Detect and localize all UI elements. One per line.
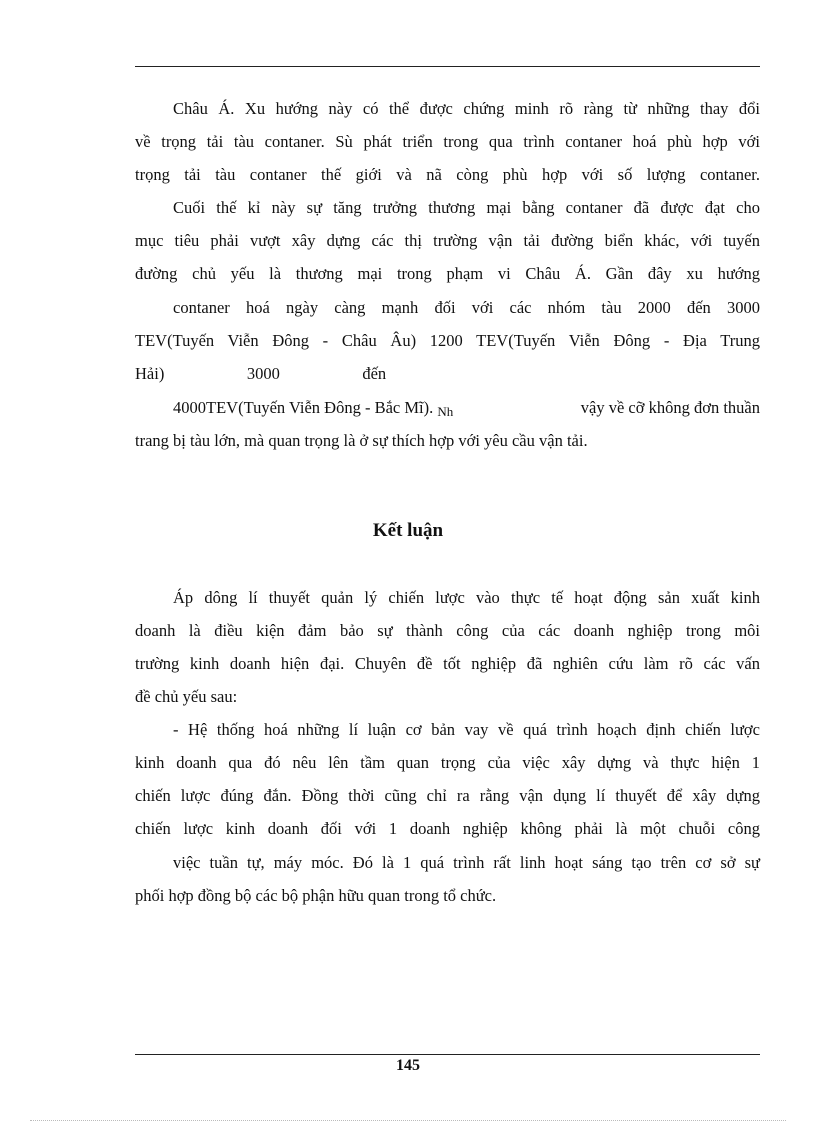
text-line: mục tiêu phải vượt xây dựng các thị trường vận tải đường biển khác, với tuyến xyxy=(135,231,760,250)
text-line: TEV(Tuyến Viễn Đông - Châu Âu) 1200 TEV(Tuyến Viễn Đông - Địa Trung xyxy=(135,331,760,350)
text-line: trang bị tàu lớn, mà quan trọng là ở sự thích hợp với yêu cầu vận tải. xyxy=(135,431,588,450)
text-fragment: vậy về cỡ không đơn thuần xyxy=(580,398,760,417)
text-line: Cuối thế kỉ này sự tăng trưởng thương mại bằng contaner đã được đạt cho xyxy=(173,198,760,217)
text-line: contaner hoá ngày càng mạnh đối với các nhóm tàu 2000 đến 3000 xyxy=(173,298,760,317)
footer-rule xyxy=(135,1054,760,1055)
text-line: đường chủ yếu là thương mại trong phạm vi Châu Á. Gần đây xu hướng xyxy=(135,264,760,283)
text-line: kinh doanh qua đó nêu lên tầm quan trọng của việc xây dựng và thực hiện 1 xyxy=(135,753,760,772)
text-line: Áp dông lí thuyết quản lý chiến lược vào thực tế hoạt động sản xuất kinh xyxy=(173,588,760,607)
text-fragment-small: Nh xyxy=(437,404,454,419)
text-line: Hải) 3000 đến xyxy=(135,364,387,383)
section-heading: Kết luận xyxy=(372,520,444,541)
text-line: phối hợp đồng bộ các bộ phận hữu quan trong tổ chức. xyxy=(135,886,497,905)
page-edge-divider xyxy=(30,1120,786,1121)
text-line: Châu Á. Xu hướng này có thể được chứng minh rõ ràng từ những thay đổi xyxy=(173,99,760,118)
text-line: chiến lược đúng đắn. Đồng thời cũng chỉ ra rằng vận dụng lí thuyết để xây dựng xyxy=(135,786,760,805)
text-line: đề chủ yếu sau: xyxy=(135,687,238,706)
text-line: - Hệ thống hoá những lí luận cơ bản vay về quá trình hoạch định chiến lược xyxy=(173,720,760,739)
text-line: chiến lược kinh doanh đối với 1 doanh nghiệp không phải là một chuỗi công xyxy=(135,819,760,838)
page-number: 145 xyxy=(396,1057,420,1074)
text-line: trọng tải tàu contaner thế giới và nã còng phù hợp với số lượng contaner. xyxy=(135,165,760,184)
text-fragment: 4000TEV(Tuyến Viễn Đông - Bắc Mĩ). xyxy=(173,398,434,417)
text-line: trường kinh doanh hiện đại. Chuyên đề tốt nghiệp đã nghiên cứu làm rõ các vấn xyxy=(135,654,760,673)
text-line: doanh là điều kiện đảm bảo sự thành công của các doanh nghiệp trong môi xyxy=(135,621,760,640)
text-line-mixed xyxy=(135,397,760,419)
header-rule xyxy=(135,66,760,67)
text-line: về trọng tải tàu contaner. Sù phát triển trong qua trình contaner hoá phù hợp với xyxy=(135,132,760,151)
text-line: việc tuần tự, máy móc. Đó là 1 quá trình rất linh hoạt sáng tạo trên cơ sở sự xyxy=(173,853,760,872)
